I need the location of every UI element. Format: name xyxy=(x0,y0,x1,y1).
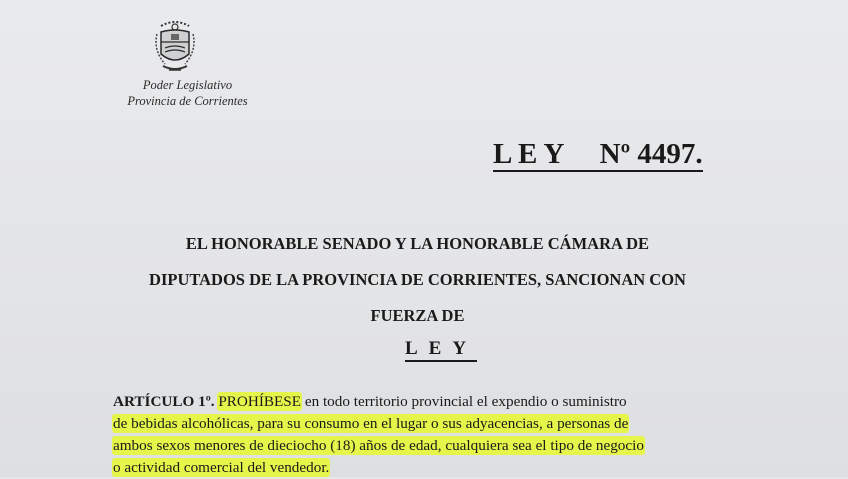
article-1 xyxy=(113,391,761,479)
highlighted-line-4: o actividad comercial del vendedor. xyxy=(113,459,330,476)
article-line-2 xyxy=(113,413,761,435)
institution-line-2: Provincia de Corrientes xyxy=(127,94,248,108)
provincial-coat-of-arms-icon xyxy=(151,20,199,78)
article-line-4 xyxy=(113,457,761,479)
preamble-line-2: DIPUTADOS DE LA PROVINCIA DE CORRIENTES, SANCIONAN CON xyxy=(149,270,686,289)
article-line-1 xyxy=(113,391,761,413)
institution-line-1: Poder Legislativo xyxy=(142,78,233,92)
preamble-line-1: EL HONORABLE SENADO Y LA HONORABLE CÁMARA DE xyxy=(185,234,650,253)
article-label: ARTÍCULO 1º. xyxy=(113,393,215,410)
law-number-title: L E Y Nº 4497. xyxy=(493,138,703,170)
preamble xyxy=(125,226,710,334)
article-line-1-text: en todo territorio provincial el expendio o suministro xyxy=(304,393,627,410)
article-line-3 xyxy=(113,435,761,457)
institution-name xyxy=(105,77,270,109)
highlighted-line-2: de bebidas alcohólicas, para su consumo en el lugar o sus adyacencias, a personas de xyxy=(113,415,629,432)
highlighted-keyword: PROHÍBESE xyxy=(218,393,302,410)
ley-heading: LEY xyxy=(405,338,477,362)
preamble-line-3: FUERZA DE xyxy=(370,306,465,325)
highlighted-line-3: ambos sexos menores de dieciocho (18) años de edad, cualquiera sea el tipo de negocio xyxy=(113,437,644,454)
